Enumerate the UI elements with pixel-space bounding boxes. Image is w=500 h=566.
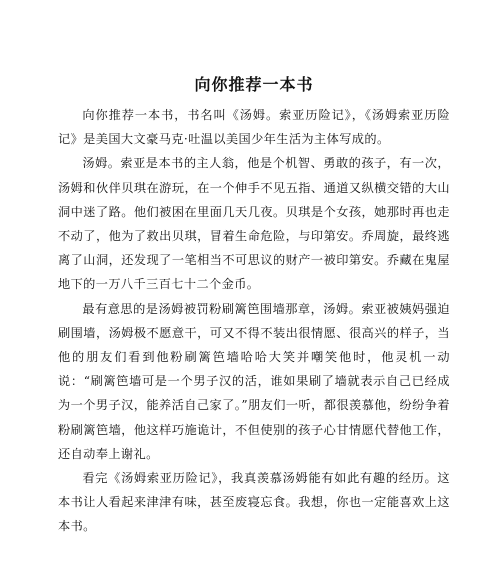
paragraph-fence-story: 最有意思的是汤姆被罚粉刷篱笆围墙那章，汤姆。索亚被姨妈强迫刷围墙，汤姆极不愿意干，可又不得不装出很情愿、很高兴的样子，当他的朋友们看到他粉刷篱笆墙哈哈大笑并嘲笑他时，他灵机一动说：“刷篱笆墙可是一个男子汉的活，谁如果刷了墙就表示自己已经成为一个男子汉，能养活自己家了。”朋友们一听，都很羡慕他，纷纷争着粉刷篱笆墙，他这样巧施诡计，不但使别的孩子心甘情愿代替他工作，还自动奉上谢礼。	[58, 301, 450, 461]
paragraph-conclusion: 看完《汤姆索亚历险记》，我真羡慕汤姆能有如此有趣的经历。这本书让人看起来津津有味，甚至废寝忘食。我想，你也一定能喜欢上这本书。	[58, 471, 450, 534]
document-page	[58, 74, 450, 539]
document-title: 向你推荐一本书	[194, 75, 314, 94]
paragraph-cave-story: 汤姆。索亚是本书的主人翁，他是个机智、勇敢的孩子，有一次，汤姆和伙伴贝琪在游玩，在一个伸手不见五指、通道又纵横交错的大山洞中迷了路。他们被困在里面几天几夜。贝琪是个女孩，她那时再也走不动了，他为了救出贝琪，冒着生命危险，与印第安。乔周旋，最终逃离了山洞，还发现了一笔相当不可思议的财产一被印第安。乔藏在鬼屋地下的一万八千三百七十二个金币。	[58, 156, 450, 292]
paragraph-intro: 向你推荐一本书，书名叫《汤姆。索亚历险记》，《汤姆索亚历险记》是美国大文豪马克·吐温以美国少年生活为主体写成的。	[58, 108, 450, 147]
